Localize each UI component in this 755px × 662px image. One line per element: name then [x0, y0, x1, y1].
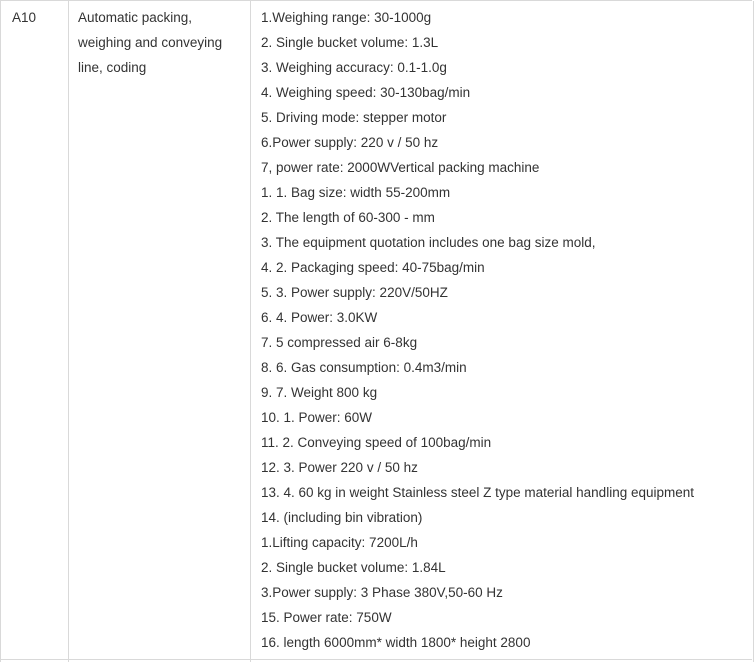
spec-cell — [251, 1, 754, 662]
spec-line: 3. The equipment quotation includes one bag size mold, — [261, 235, 596, 250]
spec-line: 2. Single bucket volume: 1.3L — [261, 35, 439, 50]
spec-line: 10. 1. Power: 60W — [261, 410, 373, 425]
spec-line: 9. 7. Weight 800 kg — [261, 385, 378, 400]
spec-line: 11. 2. Conveying speed of 100bag/min — [261, 435, 492, 450]
spec-line: 14. (including bin vibration) — [261, 510, 423, 525]
spec-line: 4. 2. Packaging speed: 40-75bag/min — [261, 260, 485, 275]
spec-line: 5. 3. Power supply: 220V/50HZ — [261, 285, 448, 300]
item-name-line: Automatic packing, — [78, 10, 193, 25]
spec-line: 8. 6. Gas consumption: 0.4m3/min — [261, 360, 467, 375]
spec-line: 4. Weighing speed: 30-130bag/min — [261, 85, 471, 100]
row-divider — [1, 659, 752, 660]
spec-line: 15. Power rate: 750W — [261, 610, 392, 625]
spec-line: 5. Driving mode: stepper motor — [261, 110, 447, 125]
item-code: A10 — [12, 10, 37, 25]
spec-line: 3.Power supply: 3 Phase 380V,50-60 Hz — [261, 585, 503, 600]
spec-line: 6. 4. Power: 3.0KW — [261, 310, 378, 325]
spec-list — [261, 5, 751, 655]
item-name-line: line, coding — [78, 60, 147, 75]
spec-line: 7. 5 compressed air 6-8kg — [261, 335, 418, 350]
spec-line: 6.Power supply: 220 v / 50 hz — [261, 135, 439, 150]
spec-line: 1. 1. Bag size: width 55-200mm — [261, 185, 451, 200]
spec-line: 7, power rate: 2000WVertical packing machine — [261, 160, 540, 175]
spec-line: 16. length 6000mm* width 1800* height 2800 — [261, 635, 531, 650]
spec-line: 13. 4. 60 kg in weight Stainless steel Z type material handling equipment — [261, 485, 695, 500]
spec-line: 1.Weighing range: 30-1000g — [261, 10, 432, 25]
name-cell — [69, 1, 251, 662]
spec-line: 1.Lifting capacity: 7200L/h — [261, 535, 418, 550]
spec-line: 2. The length of 60-300 - mm — [261, 210, 435, 225]
code-cell — [1, 1, 69, 662]
spec-line: 12. 3. Power 220 v / 50 hz — [261, 460, 418, 475]
item-name-line: weighing and conveying — [78, 35, 223, 50]
spec-line: 3. Weighing accuracy: 0.1-1.0g — [261, 60, 447, 75]
spec-line: 2. Single bucket volume: 1.84L — [261, 560, 446, 575]
item-name — [78, 5, 248, 80]
